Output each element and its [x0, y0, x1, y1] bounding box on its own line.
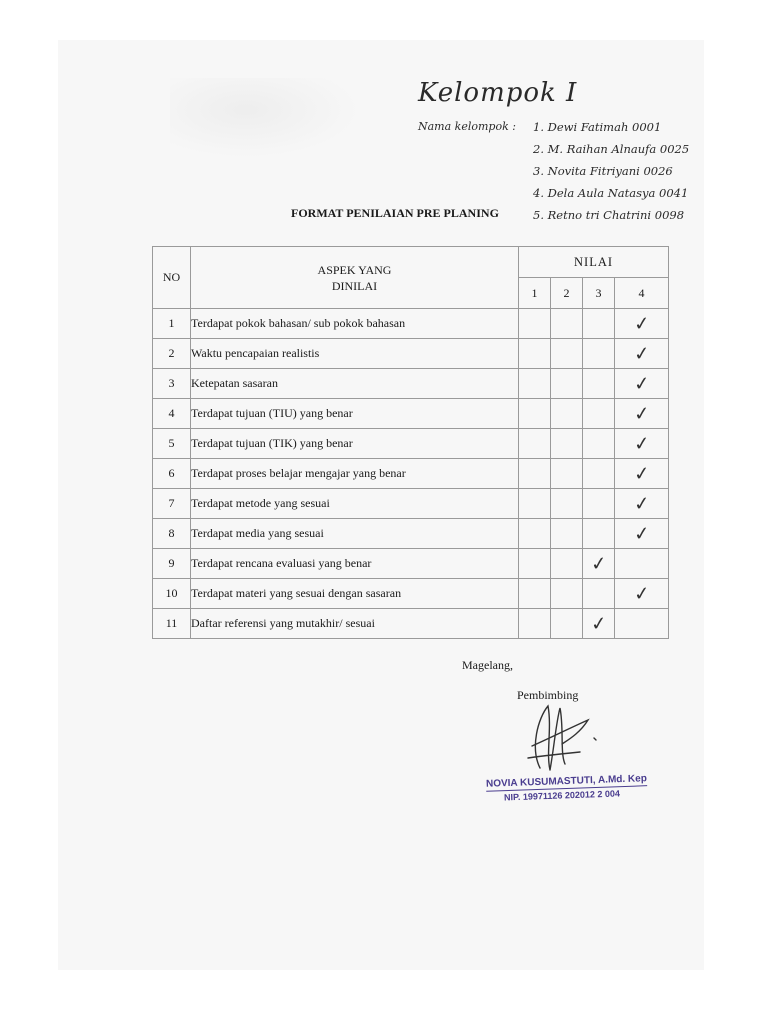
score-cell-1 [519, 309, 551, 339]
score-cell-2 [551, 489, 583, 519]
score-cell-4 [615, 339, 669, 369]
row-aspect: Terdapat media yang sesuai [191, 519, 519, 549]
members-list [533, 116, 689, 226]
score-cell-1 [519, 399, 551, 429]
row-number: 3 [153, 369, 191, 399]
score-cell-2 [551, 369, 583, 399]
score-cell-1 [519, 489, 551, 519]
header-aspek-line2: DINILAI [331, 278, 378, 293]
score-cell-4 [615, 489, 669, 519]
row-number: 8 [153, 519, 191, 549]
document-title: FORMAT PENILAIAN PRE PLANING [291, 206, 499, 220]
score-cell-3 [583, 459, 615, 489]
row-number: 6 [153, 459, 191, 489]
score-cell-2 [551, 519, 583, 549]
score-cell-1 [519, 429, 551, 459]
score-cell-4 [615, 369, 669, 399]
score-cell-1 [519, 579, 551, 609]
score-cell-4 [615, 459, 669, 489]
score-cell-1 [519, 459, 551, 489]
row-number: 1 [153, 309, 191, 339]
score-cell-4 [615, 429, 669, 459]
header-score-2: 2 [551, 278, 583, 309]
check-mark-icon: ✓ [632, 491, 651, 516]
row-number: 5 [153, 429, 191, 459]
score-cell-1 [519, 609, 551, 639]
member-item: 5. Retno tri Chatrini 0098 [533, 208, 685, 222]
header-score-1: 1 [519, 278, 551, 309]
stamp-name: NOVIA KUSUMASTUTI, A.Md. Kep [485, 773, 648, 790]
row-aspect: Terdapat proses belajar mengajar yang benar [191, 459, 519, 489]
check-mark-icon: ✓ [632, 581, 651, 606]
score-cell-3 [583, 309, 615, 339]
score-cell-3 [583, 549, 615, 579]
score-cell-4 [615, 309, 669, 339]
members-label: Nama kelompok : [418, 120, 516, 133]
member-item: 4. Dela Aula Natasya 0041 [533, 186, 689, 200]
score-cell-1 [519, 369, 551, 399]
signature-scribble [510, 698, 620, 778]
score-cell-3 [583, 399, 615, 429]
table-row [153, 579, 669, 609]
score-cell-3 [583, 519, 615, 549]
header-no: NO [153, 247, 191, 309]
header-aspek-line1: ASPEK YANG [317, 262, 392, 277]
table-row [153, 519, 669, 549]
row-number: 7 [153, 489, 191, 519]
score-cell-4 [615, 579, 669, 609]
check-mark-icon: ✓ [632, 341, 651, 366]
check-mark-icon: ✓ [632, 371, 651, 396]
header-aspek [191, 247, 519, 309]
score-cell-2 [551, 429, 583, 459]
table-row [153, 339, 669, 369]
score-cell-3 [583, 609, 615, 639]
score-cell-4 [615, 609, 669, 639]
check-mark-icon: ✓ [589, 551, 608, 576]
score-cell-2 [551, 609, 583, 639]
official-stamp [485, 773, 648, 803]
score-cell-2 [551, 309, 583, 339]
row-aspect: Terdapat tujuan (TIU) yang benar [191, 399, 519, 429]
table-body [153, 309, 669, 639]
signing-place: Magelang, [462, 658, 513, 672]
table-row [153, 609, 669, 639]
score-cell-2 [551, 549, 583, 579]
row-aspect: Ketepatan sasaran [191, 369, 519, 399]
check-mark-icon: ✓ [632, 311, 651, 336]
check-mark-icon: ✓ [589, 611, 608, 636]
table-row [153, 459, 669, 489]
row-aspect: Terdapat rencana evaluasi yang benar [191, 549, 519, 579]
table-row [153, 489, 669, 519]
score-cell-3 [583, 579, 615, 609]
row-aspect: Terdapat metode yang sesuai [191, 489, 519, 519]
row-number: 2 [153, 339, 191, 369]
check-mark-icon: ✓ [632, 521, 651, 546]
table-row [153, 549, 669, 579]
row-number: 10 [153, 579, 191, 609]
score-cell-4 [615, 519, 669, 549]
score-cell-1 [519, 549, 551, 579]
score-cell-4 [615, 549, 669, 579]
score-cell-1 [519, 519, 551, 549]
table-row [153, 309, 669, 339]
assessment-table [152, 246, 669, 639]
row-number: 11 [153, 609, 191, 639]
check-mark-icon: ✓ [632, 461, 651, 486]
score-cell-3 [583, 489, 615, 519]
row-aspect: Terdapat pokok bahasan/ sub pokok bahasan [191, 309, 519, 339]
member-item: 2. M. Raihan Alnaufa 0025 [533, 142, 690, 156]
stamp-nip: NIP. 19971126 202012 2 004 [503, 788, 621, 803]
header-score-4: 4 [615, 278, 669, 309]
redacted-area [170, 78, 360, 158]
member-item: 3. Novita Fitriyani 0026 [533, 164, 673, 178]
group-title: Kelompok I [418, 78, 578, 108]
score-cell-3 [583, 339, 615, 369]
table-row [153, 429, 669, 459]
score-cell-2 [551, 579, 583, 609]
score-cell-2 [551, 339, 583, 369]
row-number: 9 [153, 549, 191, 579]
row-number: 4 [153, 399, 191, 429]
score-cell-2 [551, 459, 583, 489]
table-row [153, 399, 669, 429]
check-mark-icon: ✓ [632, 401, 651, 426]
score-cell-2 [551, 399, 583, 429]
row-aspect: Terdapat tujuan (TIK) yang benar [191, 429, 519, 459]
score-cell-4 [615, 399, 669, 429]
score-cell-3 [583, 429, 615, 459]
row-aspect: Daftar referensi yang mutakhir/ sesuai [191, 609, 519, 639]
row-aspect: Terdapat materi yang sesuai dengan sasaran [191, 579, 519, 609]
score-cell-1 [519, 339, 551, 369]
score-cell-3 [583, 369, 615, 399]
table-row [153, 369, 669, 399]
row-aspect: Waktu pencapaian realistis [191, 339, 519, 369]
check-mark-icon: ✓ [632, 431, 651, 456]
signer-role: Pembimbing [517, 688, 579, 702]
header-score-3: 3 [583, 278, 615, 309]
header-nilai: NILAI [519, 247, 669, 278]
member-item: 1. Dewi Fatimah 0001 [533, 120, 662, 134]
